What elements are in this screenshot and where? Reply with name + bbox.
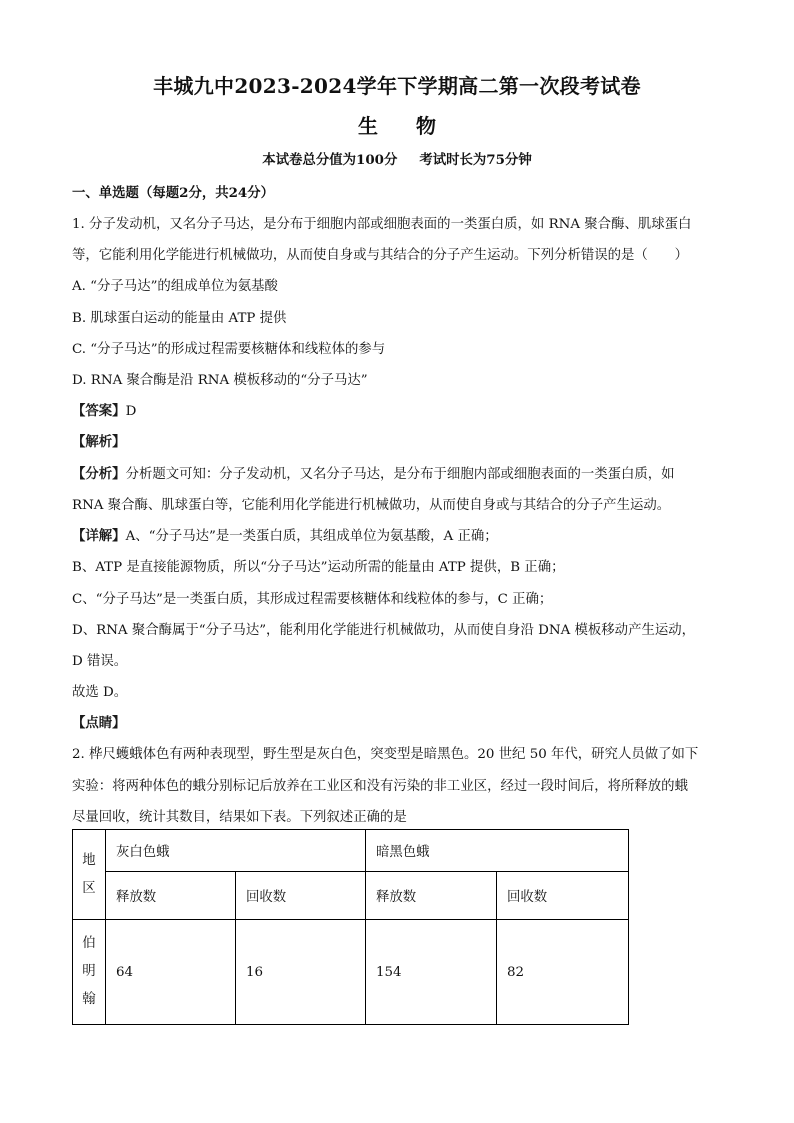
q1-fenxi-line-2: RNA 聚合酶、肌球蛋白等，它能利用化学能进行机械做功，从而使自身或与其结合的分子产生运动。 (72, 498, 671, 513)
q1-option-c: C. “分子马达”的形成过程需要核糖体和线粒体的参与 (72, 342, 386, 357)
region-header-cell (73, 830, 106, 920)
answer-tag: 【答案】 (72, 403, 126, 419)
fenxi-text-1: 分析题文可知：分子发动机，又名分子马达，是分布于细胞内部或细胞表面的一类蛋白质，如 (125, 467, 675, 482)
section-heading: 一、单选题（每题2分，共24分） (72, 185, 275, 201)
subject-char-1: 生 (358, 114, 378, 138)
q1-choose: 故选 D。 (72, 685, 128, 700)
answer-value: D (125, 404, 137, 419)
dark-released-cell: 154 (366, 920, 497, 1025)
analysis-tag: 【解析】 (72, 434, 126, 450)
light-released-cell: 64 (106, 920, 236, 1025)
region-cell (73, 920, 106, 1025)
dark-released-header: 释放数 (366, 872, 497, 920)
detail-a-text: A、“分子马达”是一类蛋白质，其组成单位为氨基酸，A 正确； (125, 529, 498, 544)
subject-char-2: 物 (416, 114, 436, 138)
region-char-3: 翰 (82, 992, 96, 1008)
dark-recaptured-cell: 82 (497, 920, 629, 1025)
dark-recaptured-header: 回收数 (497, 872, 629, 920)
q2-stem-line-3: 尽量回收，统计其数目，结果如下表。下列叙述正确的是 (72, 810, 407, 825)
light-recaptured-cell: 16 (236, 920, 366, 1025)
score-info: 本试卷总分值为100分 (262, 152, 398, 168)
q1-detail-d1: D、RNA 聚合酶属于“分子马达”，能利用化学能进行机械做功，从而使自身沿 DNA 模板移动产生运动， (72, 623, 696, 638)
q1-detail-d2: D 错误。 (72, 654, 128, 669)
q1-option-b: B. 肌球蛋白运动的能量由 ATP 提供 (72, 311, 287, 326)
region-header-char-1: 地 (82, 852, 96, 868)
subject-title (0, 110, 794, 139)
q1-stem-line-1: 1. 分子发动机，又名分子马达，是分布于细胞内部或细胞表面的一类蛋白质，如 RNA 聚合酶、肌球蛋白 (72, 217, 692, 232)
q1-fenxi-line-1 (72, 463, 675, 482)
table-row (73, 920, 629, 1025)
dianjing-tag: 【点睛】 (72, 715, 126, 731)
exam-title: 丰城九中2023-2024学年下学期高二第一次段考试卷 (153, 74, 641, 98)
q1-option-a: A. “分子马达”的组成单位为氨基酸 (72, 279, 278, 294)
q1-answer (72, 400, 136, 419)
dark-moth-header: 暗黑色蛾 (366, 830, 629, 872)
q1-option-d: D. RNA 聚合酶是沿 RNA 模板移动的“分子马达” (72, 373, 368, 388)
region-char-1: 伯 (82, 936, 96, 952)
q1-stem-line-2: 等，它能利用化学能进行机械做功，从而使自身或与其结合的分子产生运动。下列分析错误的是（ ） (72, 248, 688, 263)
exam-info (0, 149, 794, 168)
region-header-char-2: 区 (82, 880, 96, 896)
q1-detail-b: B、ATP 是直接能源物质，所以“分子马达”运动所需的能量由 ATP 提供，B 正确； (72, 560, 565, 575)
q1-detail-a (72, 525, 498, 544)
time-info: 考试时长为75分钟 (419, 152, 532, 168)
light-recaptured-header: 回收数 (236, 872, 366, 920)
q1-detail-c: C、“分子马达”是一类蛋白质，其形成过程需要核糖体和线粒体的参与，C 正确； (72, 592, 553, 607)
q2-stem-line-1: 2. 桦尺蠖蛾体色有两种表现型，野生型是灰白色，突变型是暗黑色。20 世纪 50 年代，研究人员做了如下 (72, 747, 699, 762)
light-released-header: 释放数 (106, 872, 236, 920)
q2-stem-line-2: 实验：将两种体色的蛾分别标记后放养在工业区和没有污染的非工业区，经过一段时间后，将所释放的蛾 (72, 779, 688, 794)
moth-data-table (72, 829, 629, 1025)
region-char-2: 明 (82, 964, 96, 980)
fenxi-tag: 【分析】 (72, 466, 126, 482)
light-moth-header: 灰白色蛾 (106, 830, 366, 872)
detail-tag: 【详解】 (72, 528, 126, 544)
